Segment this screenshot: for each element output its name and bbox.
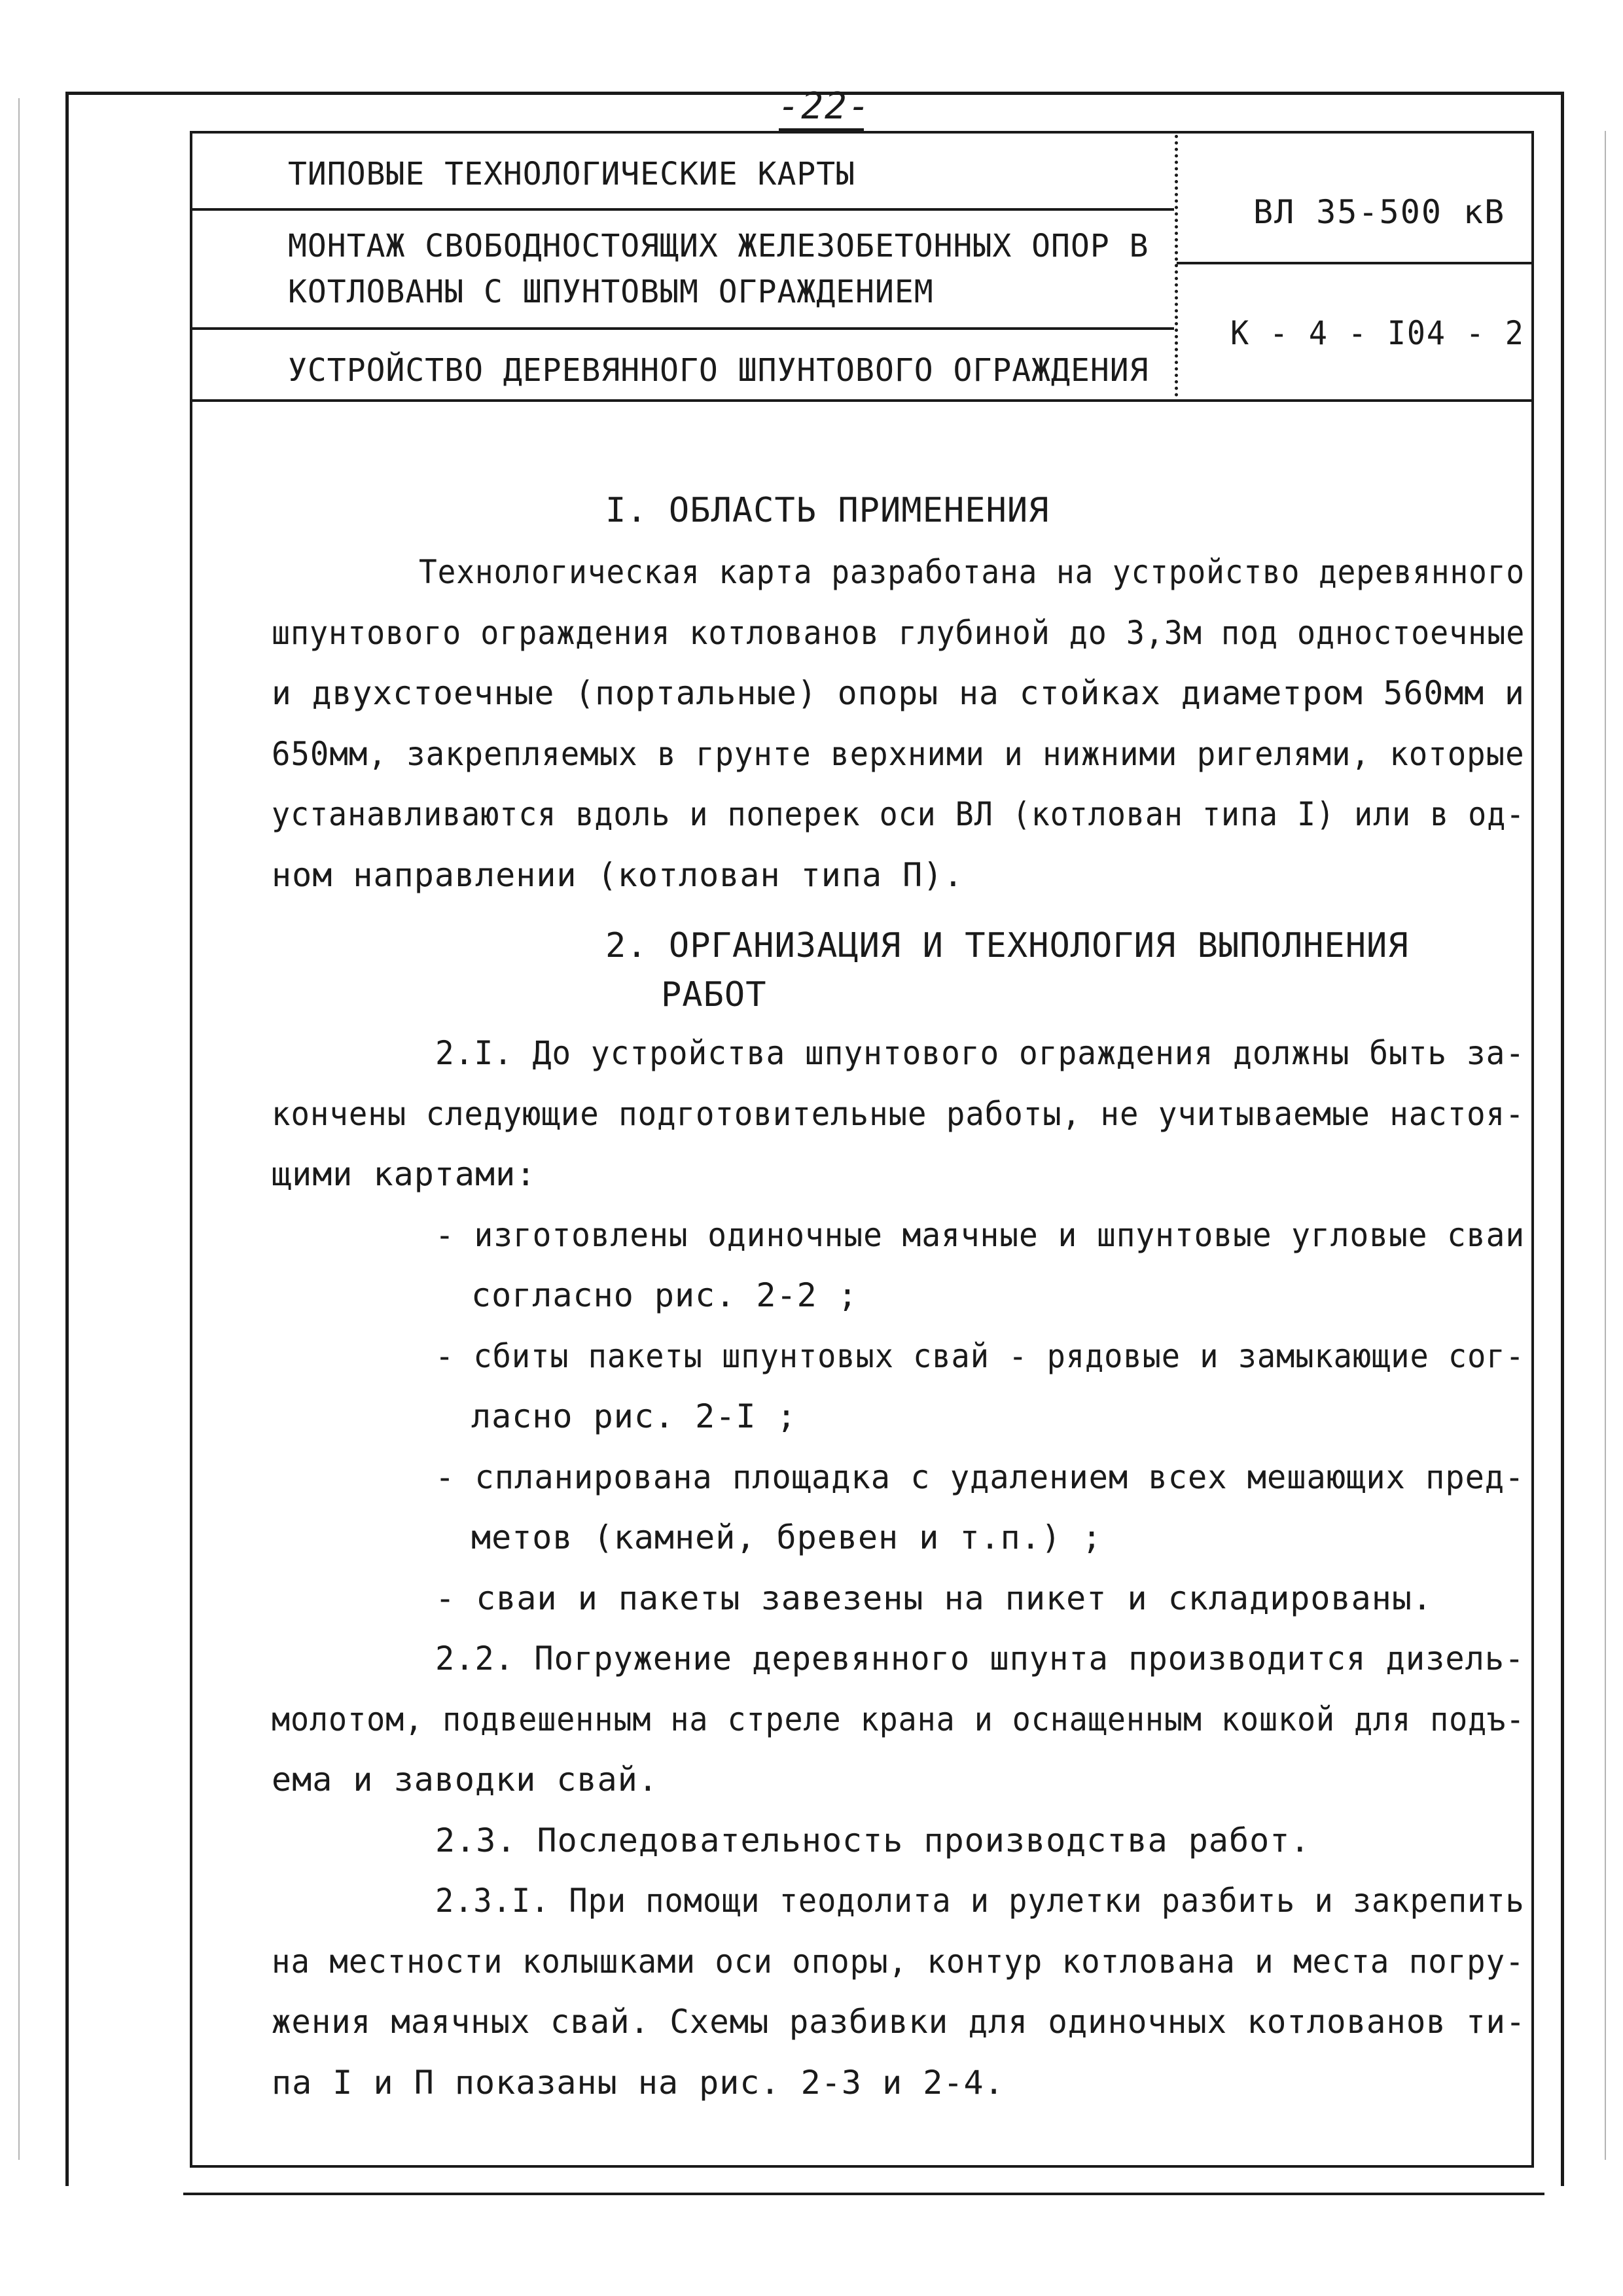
section-1-title: I. ОБЛАСТЬ ПРИМЕНЕНИЯ <box>605 491 1050 530</box>
section-2-line: 2.3. Последовательность производства работ. <box>435 1821 1311 1859</box>
section-1-line: и двухстоечные (портальные) опоры на стойках диаметром 560мм и <box>272 674 1525 712</box>
section-2-line: кончены следующие подготовительные работы, не учитываемые настоя- <box>272 1095 1525 1133</box>
scan-edge-right <box>1605 131 1606 2160</box>
header-code-divider <box>1177 262 1531 264</box>
header-title-3: УСТРОЙСТВО ДЕРЕВЯННОГО ШПУНТОВОГО ОГРАЖДЕНИЯ <box>288 352 1149 389</box>
page-number: -22- <box>777 85 872 128</box>
section-1-line: устанавливаются вдоль и поперек оси ВЛ (котлован типа I) или в од- <box>272 795 1525 833</box>
inner-top-line <box>190 131 1534 134</box>
page-number-underline <box>779 128 864 131</box>
inner-right-line <box>1531 131 1534 2166</box>
section-1-line: шпунтового ограждения котлованов глубиной до 3,3м под одностоечные <box>272 614 1525 652</box>
header-line-2 <box>192 327 1174 330</box>
header-title-1: ТИПОВЫЕ ТЕХНОЛОГИЧЕСКИЕ КАРТЫ <box>288 156 856 192</box>
frame-bottom-line <box>183 2193 1544 2195</box>
inner-left-line <box>190 131 192 2166</box>
section-2-line: щими картами: <box>272 1155 537 1193</box>
inner-bottom-line <box>190 2165 1534 2168</box>
header-title-2-line2: КОТЛОВАНЫ С ШПУНТОВЫМ ОГРАЖДЕНИЕМ <box>288 274 934 310</box>
section-2-line: жения маячных свай. Схемы разбивки для одиночных котлованов ти- <box>272 2003 1526 2041</box>
section-2-title-line2: РАБОТ <box>661 975 767 1014</box>
section-2-line: ема и заводки свай. <box>272 1761 658 1799</box>
section-2-line: 2.2. Погружение деревянного шпунта производится дизель- <box>435 1640 1525 1677</box>
section-2-line: молотом, подвешенным на стреле крана и оснащенным кошкой для подъ- <box>272 1700 1525 1738</box>
header-title-2-line1: МОНТАЖ СВОБОДНОСТОЯЩИХ ЖЕЛЕЗОБЕТОННЫХ ОПОР В <box>288 228 1149 264</box>
section-1-line: Технологическая карта разработана на устройство деревянного <box>419 553 1525 591</box>
section-2-line: 2.I. До устройства шпунтового ограждения должны быть за- <box>435 1034 1525 1072</box>
section-2-list-item-continued: ласно рис. 2-I ; <box>471 1397 797 1435</box>
section-2-list-item-continued: метов (камней, бревен и т.п.) ; <box>471 1518 1103 1556</box>
section-1-line: 650мм, закрепляемых в грунте верхними и нижними ригелями, которые <box>272 735 1525 773</box>
section-2-list-item-continued: согласно рис. 2-2 ; <box>471 1276 858 1314</box>
frame-right-line <box>1561 92 1564 2186</box>
scan-edge-left <box>18 98 20 2160</box>
frame-left-line <box>65 92 69 2186</box>
header-line-1 <box>192 208 1174 211</box>
section-2-list-item: - изготовлены одиночные маячные и шпунтовые угловые сваи <box>435 1216 1525 1254</box>
header-code-1: ВЛ 35-500 кВ <box>1253 193 1506 231</box>
section-2-line: па I и П показаны на рис. 2-3 и 2-4. <box>272 2064 1005 2102</box>
section-2-list-item: - спланирована площадка с удалением всех мешающих пред- <box>435 1458 1525 1496</box>
header-dotted-divider <box>1175 135 1178 397</box>
section-1-line: ном направлении (котлован типа П). <box>272 856 964 894</box>
section-2-list-item: - сбиты пакеты шпунтовых свай - рядовые и замыкающие сог- <box>435 1337 1525 1375</box>
section-2-line: 2.3.I. При помощи теодолита и рулетки разбить и закрепить <box>435 1882 1525 1920</box>
header-code-2: К - 4 - I04 - 2 <box>1230 314 1525 352</box>
section-2-line: на местности колышками оси опоры, контур котлована и места погру- <box>272 1943 1525 1981</box>
section-2-list-item: - сваи и пакеты завезены на пикет и складированы. <box>435 1579 1433 1617</box>
header-line-3 <box>192 399 1531 402</box>
section-2-title-line1: 2. ОРГАНИЗАЦИЯ И ТЕХНОЛОГИЯ ВЫПОЛНЕНИЯ <box>605 926 1409 965</box>
